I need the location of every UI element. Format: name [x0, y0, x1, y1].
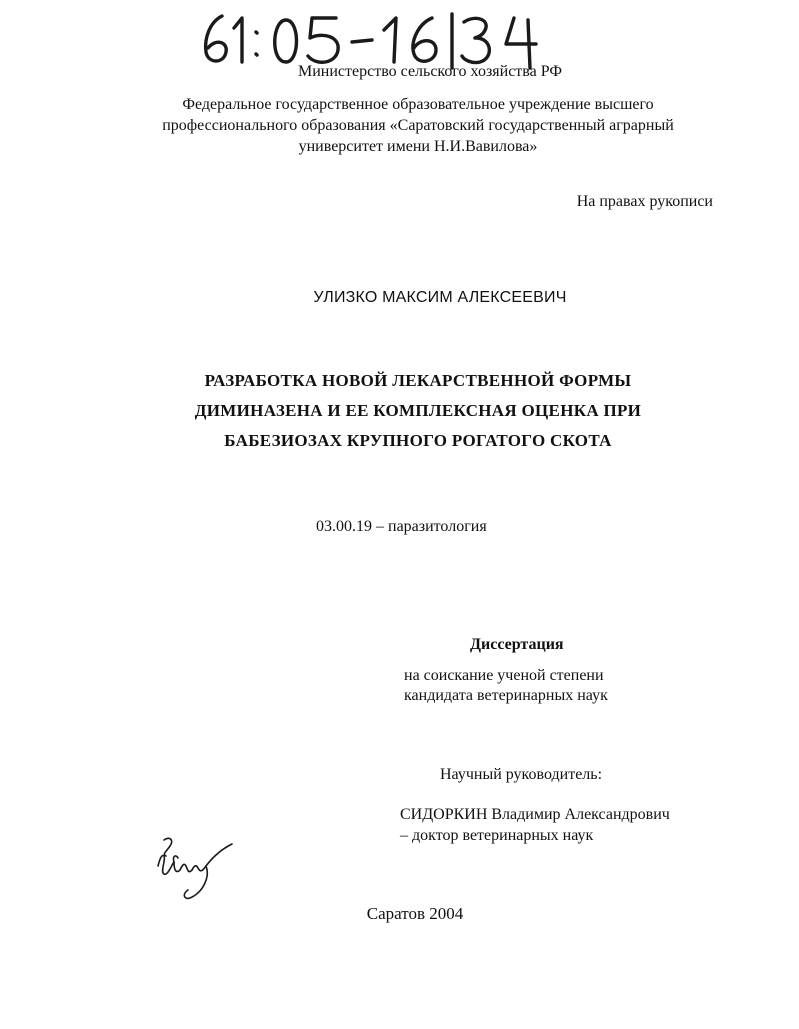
rights-note: На правах рукописи: [576, 193, 713, 210]
institution-line: университет имени Н.И.Вавилова»: [298, 138, 538, 155]
supervisor-line: – доктор ветеринарных наук: [400, 827, 594, 844]
ministry-name: Министерство сельского хозяйства РФ: [298, 63, 562, 80]
specialty-code: 03.00.19 – паразитология: [316, 518, 487, 535]
handwritten-stamp-icon: [196, 8, 556, 70]
title-line: РАЗРАБОТКА НОВОЙ ЛЕКАРСТВЕННОЙ ФОРМЫ: [204, 371, 632, 390]
degree-description: [404, 666, 608, 706]
archive-stamp: [196, 8, 556, 70]
institution-line: Федеральное государственное образовательное учреждение высшего: [182, 96, 654, 113]
title-line: БАБЕЗИОЗАХ КРУПНОГО РОГАТОГО СКОТА: [224, 431, 612, 450]
title-line: ДИМИНАЗЕНА И ЕЕ КОМПЛЕКСНАЯ ОЦЕНКА ПРИ: [194, 401, 642, 420]
institution-name: [0, 94, 799, 157]
dissertation-title: [0, 366, 799, 456]
degree-line: кандидата ветеринарных наук: [404, 687, 608, 704]
institution-line: профессионального образования «Саратовский государственный аграрный: [162, 117, 674, 134]
place-and-year: Саратов 2004: [366, 904, 464, 923]
supervisor-label: Научный руководитель:: [440, 766, 603, 783]
signature-icon: [150, 832, 242, 906]
supervisor-line: СИДОРКИН Владимир Александрович: [400, 806, 670, 823]
supervisor-info: [400, 804, 670, 846]
author-signature: [150, 832, 242, 906]
author-name: УЛИЗКО МАКСИМ АЛЕКСЕЕВИЧ: [313, 289, 567, 306]
degree-line: на соискание ученой степени: [404, 667, 604, 684]
dissertation-heading: Диссертация: [470, 636, 564, 653]
